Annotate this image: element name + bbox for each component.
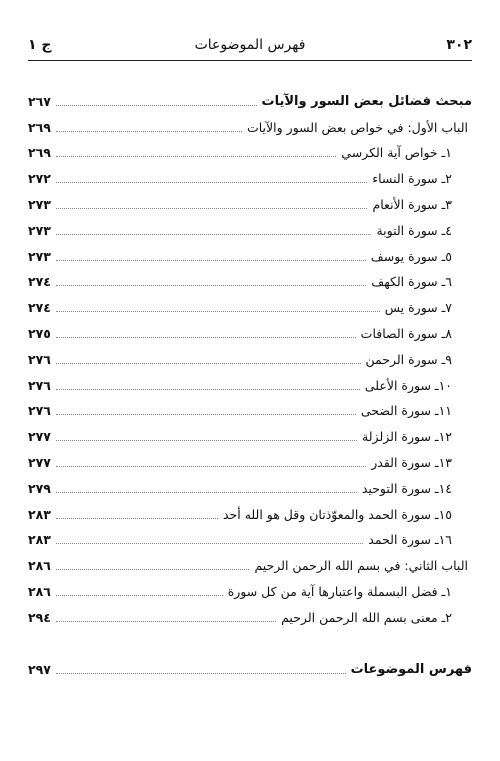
toc-page-number: ٢٧٥ <box>28 325 51 341</box>
table-of-contents <box>28 84 472 626</box>
toc-page-number: ٢٧٢ <box>28 171 51 187</box>
toc-entry-title: ٤ـ سورة التوبة <box>376 222 452 238</box>
toc-page-number: ٢٧٦ <box>28 377 51 393</box>
dot-leader <box>56 131 242 132</box>
toc-entry-title: ٧ـ سورة يس <box>384 300 452 316</box>
toc-page-number: ٢٦٩ <box>28 119 51 135</box>
toc-row <box>28 445 472 471</box>
dot-leader <box>56 363 361 364</box>
toc-page-number: ٢٨٦ <box>28 558 51 574</box>
toc-row <box>28 548 472 574</box>
toc-entry-title: الباب الأول: في خواص بعض السور والآيات <box>246 119 468 135</box>
dot-leader <box>56 440 357 441</box>
toc-page-number: ٢٩٤ <box>28 609 51 625</box>
toc-entry-title: ١٠ـ سورة الأعلى <box>364 377 452 393</box>
toc-entry-title: ١١ـ سورة الضحى <box>360 403 452 419</box>
dot-leader <box>56 337 356 338</box>
toc-row <box>28 84 472 110</box>
toc-row <box>28 316 472 342</box>
dot-leader <box>56 234 372 235</box>
toc-row <box>28 419 472 445</box>
toc-page-number: ٢٧٧ <box>28 454 51 470</box>
toc-entry-title: ٢ـ معنى بسم الله الرحمن الرحيم <box>281 609 452 625</box>
toc-page-number: ٢٦٩ <box>28 145 51 161</box>
dot-leader <box>56 182 367 183</box>
toc-row <box>28 574 472 600</box>
toc-page-number: ٢٩٧ <box>28 661 51 677</box>
toc-entry-title: ١٢ـ سورة الزلزلة <box>362 429 452 445</box>
dot-leader <box>56 156 336 157</box>
toc-entry-title: ١٥ـ سورة الحمد والمعوّذتان وقل هو الله أحد <box>222 506 452 522</box>
toc-page-number: ٢٧٦ <box>28 403 51 419</box>
dot-leader <box>56 389 360 390</box>
toc-entry-title: ١ـ خواص آية الكرسي <box>341 145 452 161</box>
toc-entry-title: مبحث فضائل بعض السور والآيات <box>261 93 472 109</box>
dot-leader <box>56 466 366 467</box>
dot-leader <box>56 673 346 674</box>
dot-leader <box>56 518 218 519</box>
toc-row <box>28 213 472 239</box>
page-number: ٣٠٢ <box>446 37 472 53</box>
dot-leader <box>56 260 366 261</box>
running-title: فهرس الموضوعات <box>194 37 306 53</box>
volume-label: ج ١ <box>28 37 52 53</box>
toc-page-number: ٢٨٣ <box>28 532 51 548</box>
toc-entry-title: ٣ـ سورة الأنعام <box>372 196 452 212</box>
dot-leader <box>56 621 276 622</box>
toc-row <box>28 136 472 162</box>
toc-entry-title: ٥ـ سورة يوسف <box>370 248 452 264</box>
toc-page-number: ٢٧٣ <box>28 196 51 212</box>
toc-entry-title: ١٦ـ سورة الحمد <box>368 532 452 548</box>
toc-row <box>28 652 472 678</box>
dot-leader <box>56 285 366 286</box>
toc-page-number: ٢٨٦ <box>28 583 51 599</box>
toc-entry-title: الباب الثاني: في بسم الله الرحمن الرحيم <box>254 558 468 574</box>
toc-row <box>28 239 472 265</box>
toc-row <box>28 497 472 523</box>
toc-page-number: ٢٧٣ <box>28 248 51 264</box>
toc-row <box>28 600 472 626</box>
dot-leader <box>56 311 380 312</box>
toc-row <box>28 187 472 213</box>
index-entry <box>28 652 472 678</box>
toc-page-number: ٢٦٧ <box>28 93 51 109</box>
toc-entry-title: ٨ـ سورة الصافات <box>360 325 452 341</box>
page-header <box>28 36 472 60</box>
toc-entry-title: ١٤ـ سورة التوحيد <box>361 480 452 496</box>
toc-page-number: ٢٨٣ <box>28 506 51 522</box>
toc-page-number: ٢٧٤ <box>28 300 51 316</box>
dot-leader <box>56 492 357 493</box>
dot-leader <box>56 208 368 209</box>
toc-row <box>28 368 472 394</box>
toc-row <box>28 290 472 316</box>
dot-leader <box>56 595 223 596</box>
toc-entry-title: ٢ـ سورة النساء <box>372 171 452 187</box>
toc-page-number: ٢٧٩ <box>28 480 51 496</box>
toc-row <box>28 110 472 136</box>
header-rule <box>28 60 472 61</box>
toc-row <box>28 471 472 497</box>
toc-entry-title: ١ـ فضل البسملة واعتبارها آية من كل سورة <box>227 583 452 599</box>
dot-leader <box>56 414 356 415</box>
dot-leader <box>56 105 257 106</box>
toc-row <box>28 394 472 420</box>
toc-page-number: ٢٧٧ <box>28 429 51 445</box>
toc-row <box>28 342 472 368</box>
toc-page-number: ٢٧٦ <box>28 351 51 367</box>
toc-page-number: ٢٧٤ <box>28 274 51 290</box>
toc-page-number: ٢٧٣ <box>28 222 51 238</box>
toc-row <box>28 265 472 291</box>
toc-entry-title: فهرس الموضوعات <box>350 661 472 677</box>
toc-entry-title: ١٣ـ سورة القدر <box>371 454 452 470</box>
toc-entry-title: ٦ـ سورة الكهف <box>371 274 452 290</box>
dot-leader <box>56 543 363 544</box>
toc-row <box>28 523 472 549</box>
dot-leader <box>56 569 250 570</box>
toc-row <box>28 161 472 187</box>
toc-entry-title: ٩ـ سورة الرحمن <box>365 351 452 367</box>
